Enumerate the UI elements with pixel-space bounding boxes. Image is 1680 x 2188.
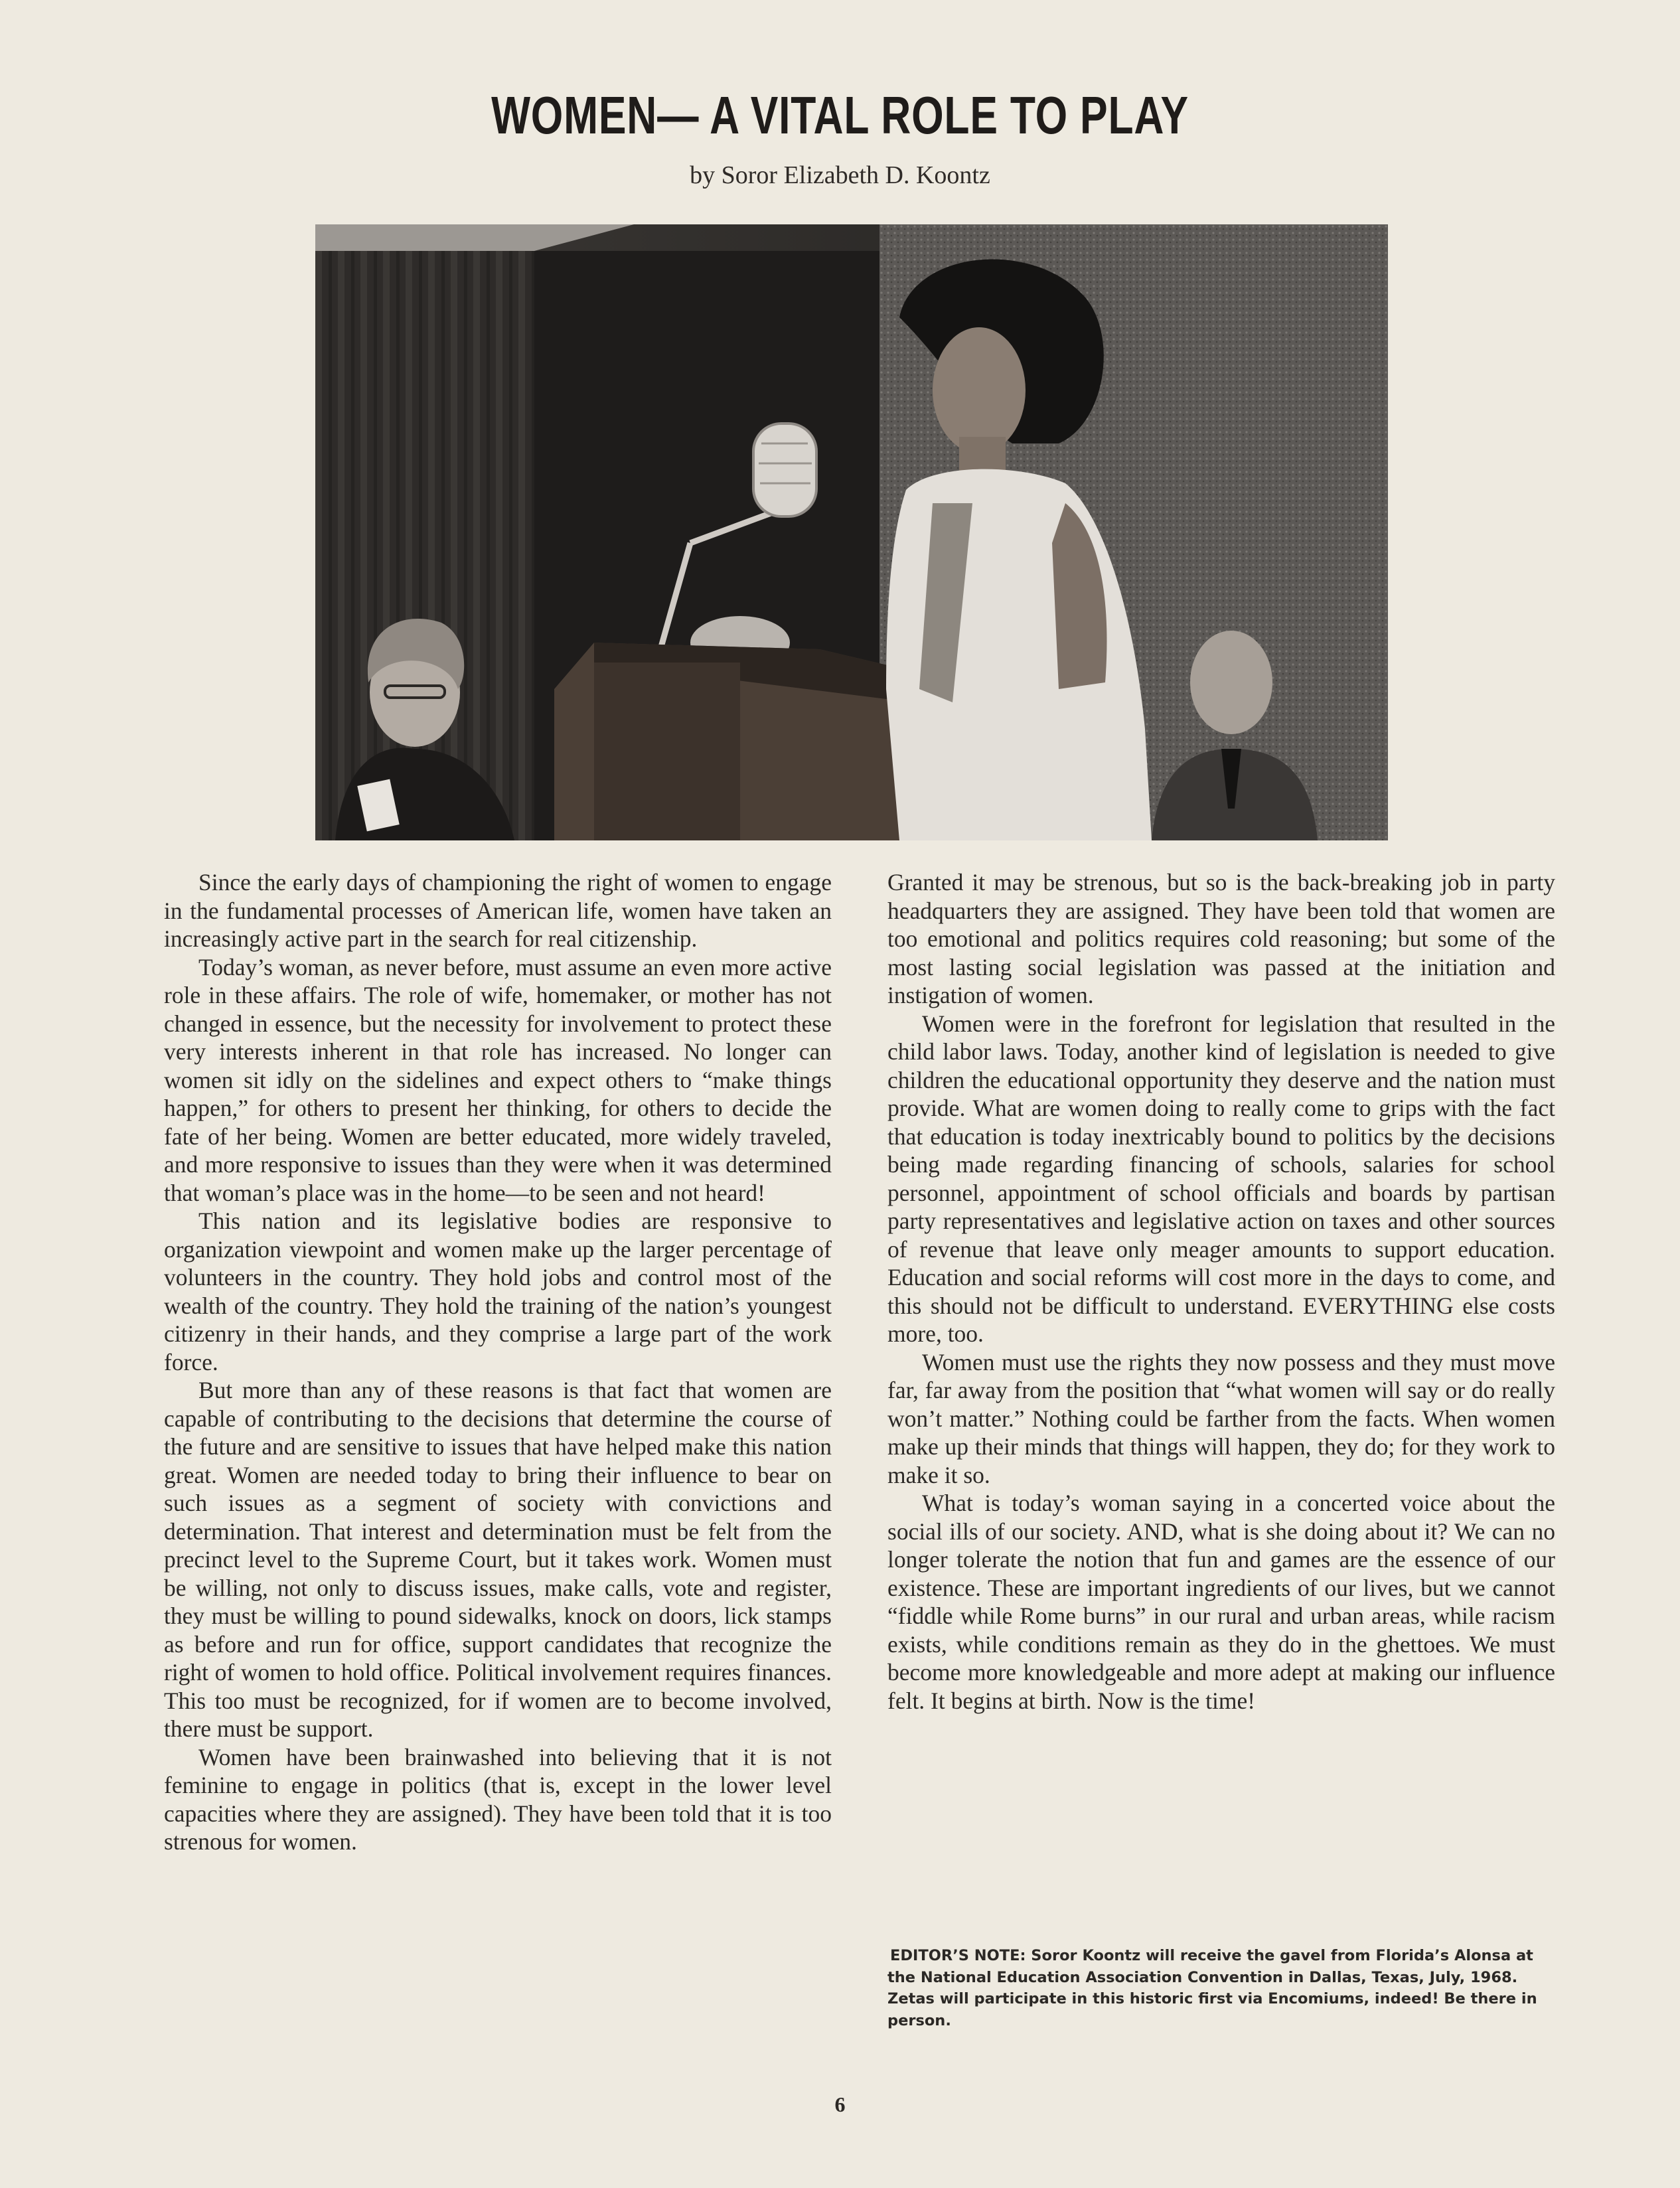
article-right-column [887,868,1555,1715]
paragraph: Since the early days of championing the right of women to engage in the fundamental processes of American life, women have taken an increasingly active part in the search for real citizenship. [164,869,832,952]
article-byline: by Soror Elizabeth D. Koontz [690,161,990,189]
paragraph: Women were in the forefront for legislation that resulted in the child labor laws. Today, another kind of legislation is needed to give children the educational opportunity they deserve and the nation must provide. What are women doing to really come to grips with the fact that education is today inextricably bound to politics by the decisions being made regarding financing of schools, salaries for school personnel, appointment of school officials and boards by partisan party representatives and legislative action on taxes and other sources of revenue that leave only meager amounts to support education. Education and social reforms will cost more in the days to come, and this should not be difficult to understand. EVERYTHING else costs more, too. [887,1010,1555,1347]
paragraph: Women must use the rights they now possess and they must move far, far away from the position that “what women will say or do really won’t matter.” Nothing could be farther from the facts. When women make up their minds that things will happen, they do; for they work to make it so. [887,1348,1555,1488]
photo-speaker-at-podium [315,224,1388,840]
article-left-column [164,868,832,1856]
article-title: WOMEN— A VITAL ROLE TO PLAY [491,86,1189,145]
paragraph: This nation and its legislative bodies are responsive to organization viewpoint and women make up the larger percentage of volunteers in the country. They hold jobs and control most of the wealth of the country. They hold the training of the nation’s youngest citizenry in their hands, and they comprise a large part of the work force. [164,1208,832,1375]
paragraph: Today’s woman, as never before, must assume an even more active role in these affairs. The role of wife, homemaker, or mother has not changed in essence, but the necessity for involvement to protect these very interests inherent in that role has increased. No longer can women sit idly on the sidelines and expect others to “make things happen,” for others to present her thinking, for others to decide the fate of her being. Women are better educated, more widely traveled, and more responsive to issues than they were when it was determined that woman’s place was in the home—to be seen and not heard! [164,953,832,1206]
page-number: 6 [834,2092,846,2116]
paragraph: Granted it may be strenous, but so is the back-breaking job in party headquarters they are assigned. They have been told that women are too emotional and politics requires cold reasoning; but some of the most lasting social legislation was passed at the initiation and instigation of women. [887,869,1555,1008]
paragraph: What is today’s woman saying in a concerted voice about the social ills of our society. AND, what is she doing about it? We can no longer tolerate the notion that fun and games are the essence of our existence. These are important ingredients of our lives, but we cannot “fiddle while Rome burns” in our rural and urban areas, while racism exists, while conditions remain as they do in the ghettoes. We must become more knowledgeable and more adept at making our influence felt. It begins at birth. Now is the time! [887,1490,1555,1714]
paragraph: Women have been brainwashed into believing that it is not feminine to engage in politics (that is, except in the lower level capacities where they are assigned). They have been told that it is too strenous for women. [164,1743,832,1855]
paragraph: But more than any of these reasons is that fact that women are capable of contributing to the decisions that determine the course of the future and are sensitive to issues that have helped make this nation great. Women are needed today to bring their influence to bear on such issues as a segment of society with convictions and determination. That interest and determination must be felt from the precinct level to the Supreme Court, but it takes work. Women must be willing, not only to discuss issues, make calls, vote and register, they must be willing to pound sidewalks, knock on doors, lick stamps as before and run for office, support candidates that recognize the right of women to hold office. Political involvement requires finances. This too must be recognized, for if women are to become involved, there must be support. [164,1377,832,1742]
editors-note: EDITOR’S NOTE: Soror Koontz will receive the gavel from Florida’s Alonsa at the National Education Association Convention in Dallas, Texas, July, 1968. Zetas will participate in this historic first via Encomiums, indeed! Be there in person. [887,1947,1537,2029]
